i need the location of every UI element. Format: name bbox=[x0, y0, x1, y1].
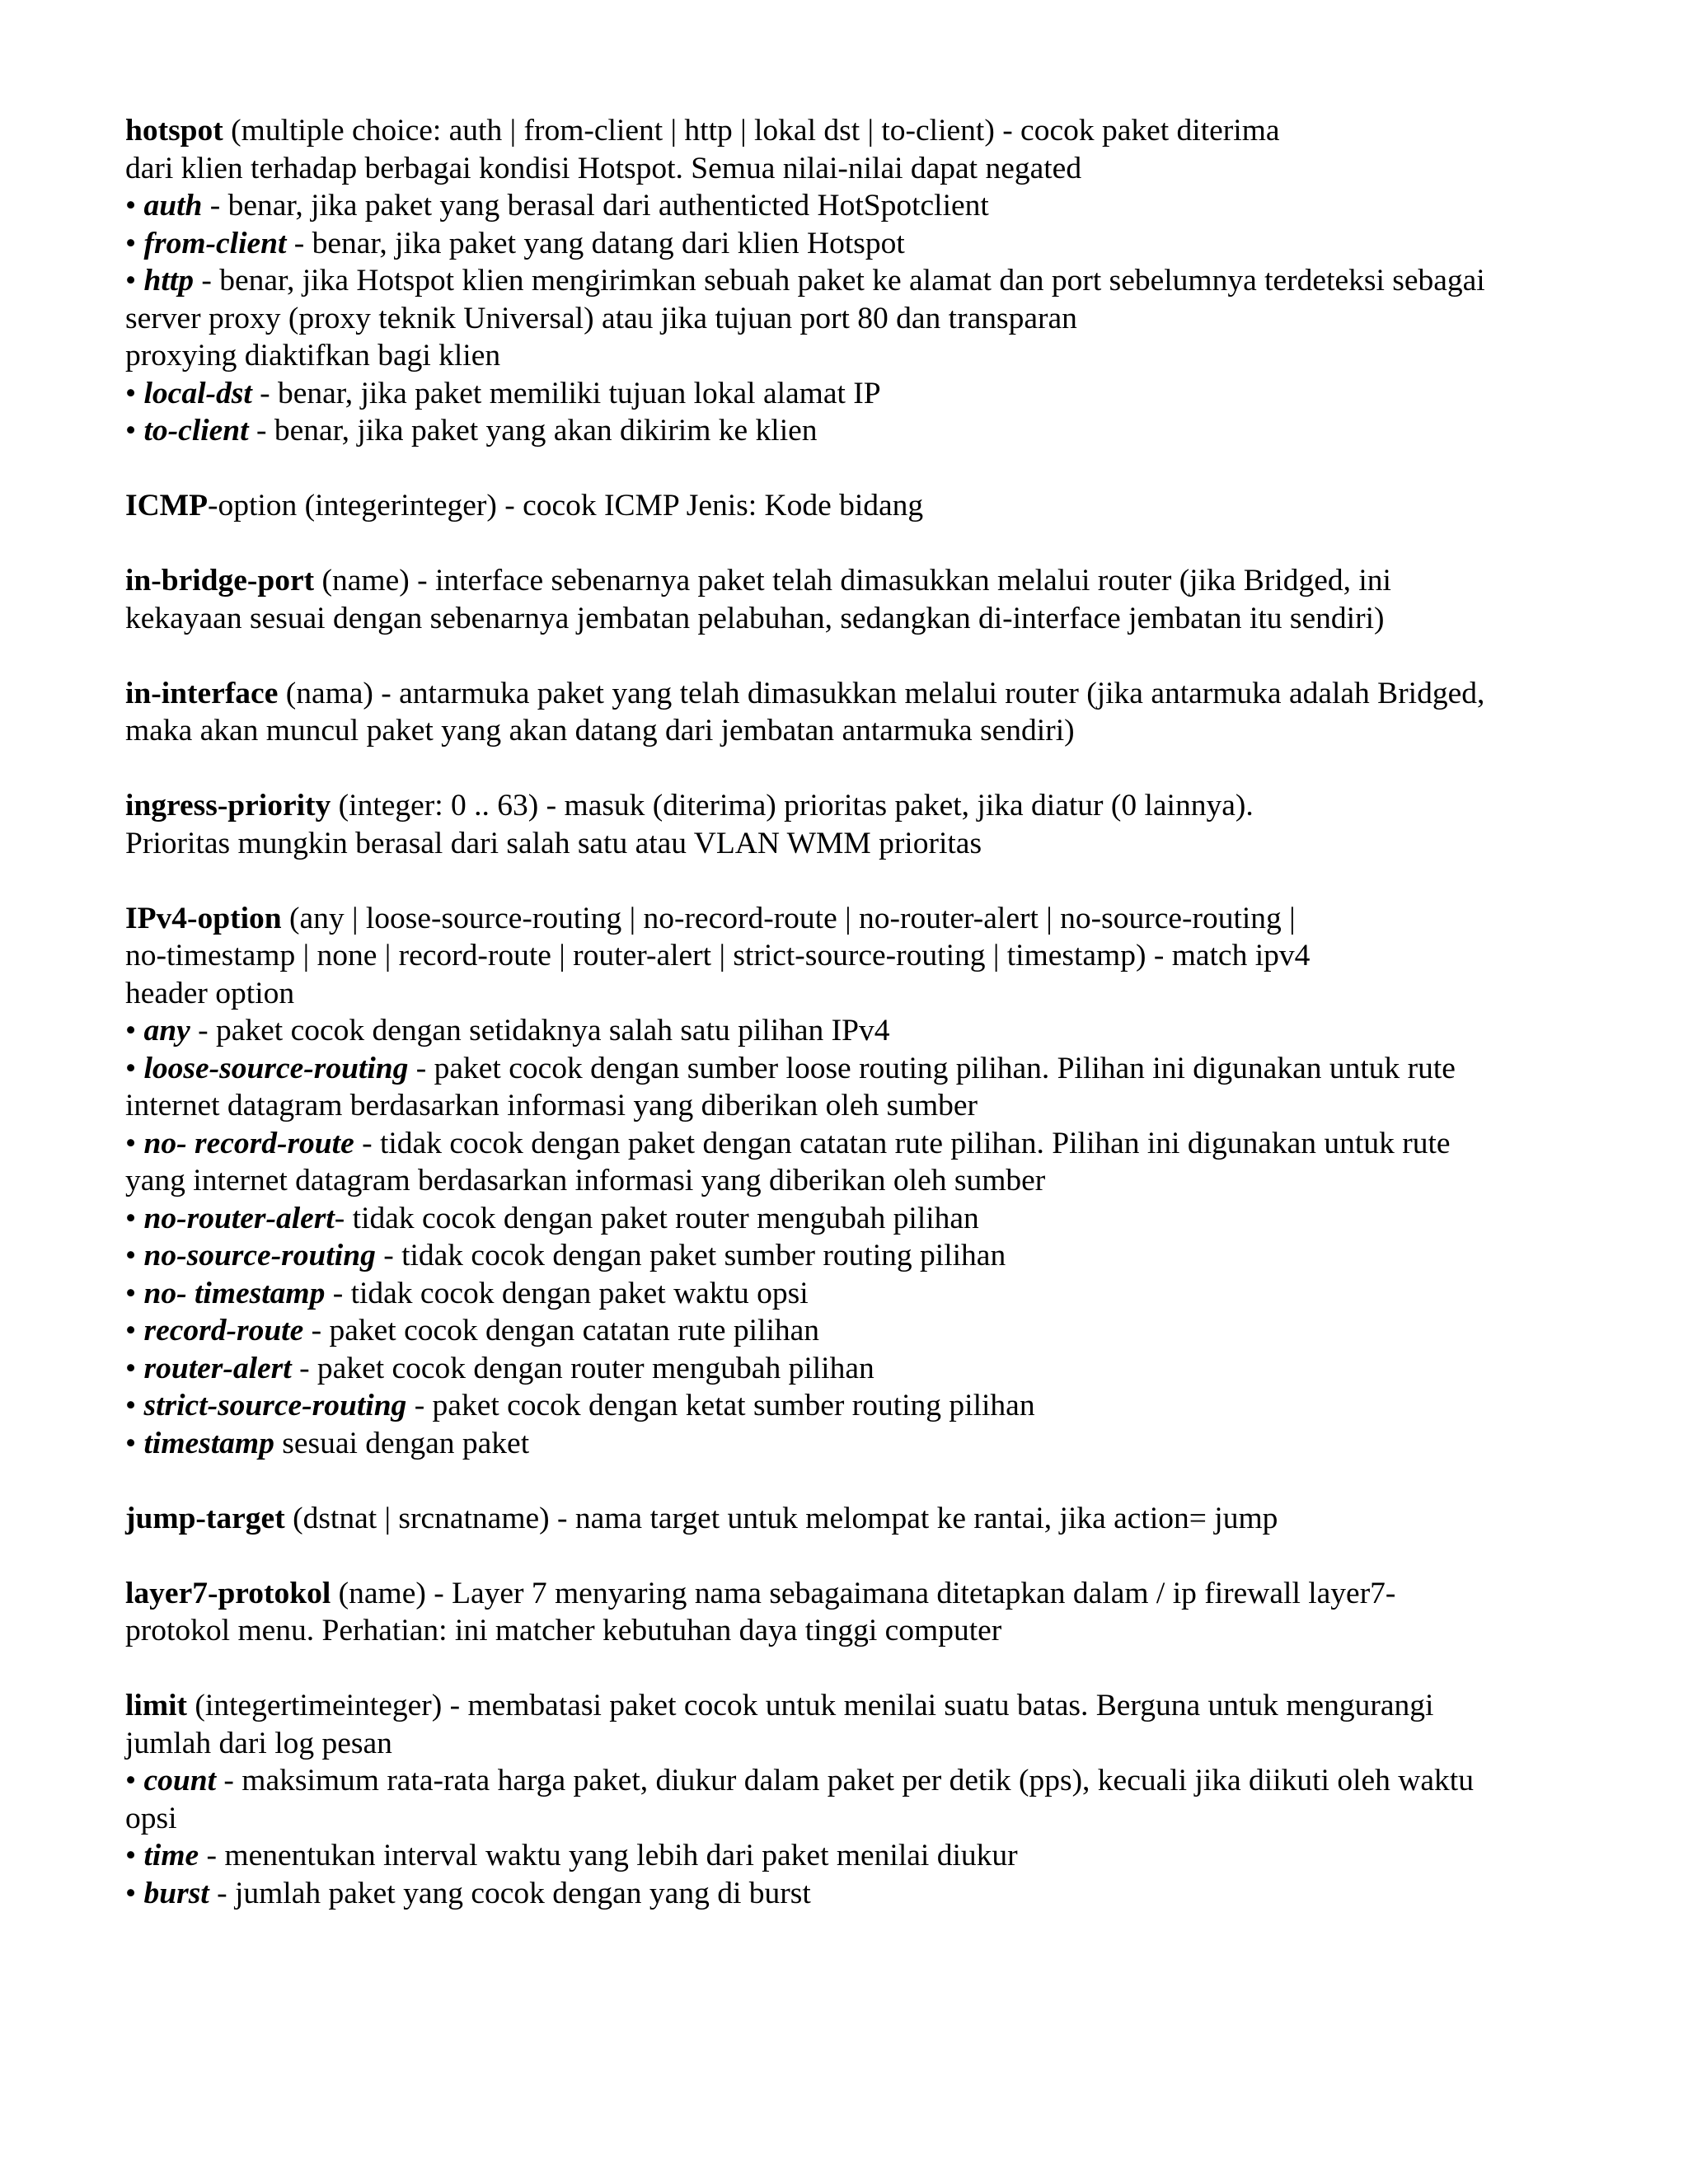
text-line bbox=[125, 1087, 1576, 1125]
text-run: protokol menu. Perhatian: ini matcher kebutuhan daya tinggi computer bbox=[125, 1614, 1002, 1647]
option-value-term: no-router-alert bbox=[143, 1201, 335, 1235]
blank-line bbox=[125, 525, 1576, 563]
option-term: IPv4-option bbox=[125, 901, 282, 935]
text-run: sesuai dengan paket bbox=[274, 1426, 530, 1460]
text-run: • bbox=[125, 264, 144, 298]
text-line bbox=[125, 600, 1576, 638]
text-run: - benar, jika paket yang datang dari klien Hotspot bbox=[286, 226, 905, 260]
option-value-term: local-dst bbox=[143, 376, 252, 410]
text-run: internet datagram berdasarkan informasi yang diberikan oleh sumber bbox=[125, 1089, 978, 1122]
text-line bbox=[125, 1500, 1576, 1538]
option-value-term: burst bbox=[143, 1876, 209, 1910]
option-value-term: router-alert bbox=[143, 1351, 292, 1385]
text-run: (dstnat | srcnatname) - nama target untuk melompat ke rantai, jika action= jump bbox=[284, 1501, 1278, 1535]
text-run: (nama) - antarmuka paket yang telah dimasukkan melalui router (jika antarmuka adalah Bridged, bbox=[278, 676, 1485, 710]
text-line bbox=[125, 1350, 1576, 1388]
text-line bbox=[125, 337, 1576, 375]
text-line bbox=[125, 150, 1576, 188]
text-line bbox=[125, 112, 1576, 150]
text-run: • bbox=[125, 1239, 144, 1272]
option-value-term: no- record-route bbox=[143, 1126, 354, 1160]
document-page bbox=[125, 112, 1576, 1912]
text-run: • bbox=[125, 1389, 144, 1422]
text-line bbox=[125, 412, 1576, 450]
text-run: • bbox=[125, 1201, 144, 1235]
text-run: - paket cocok dengan setidaknya salah satu pilihan IPv4 bbox=[190, 1014, 890, 1047]
text-line bbox=[125, 787, 1576, 825]
text-line bbox=[125, 300, 1576, 338]
text-run: - tidak cocok dengan paket sumber routing pilihan bbox=[375, 1239, 1006, 1272]
text-run: (multiple choice: auth | from-client | http | lokal dst | to-client) - cocok paket diterima bbox=[223, 114, 1280, 148]
text-line bbox=[125, 675, 1576, 713]
text-run: - tidak cocok dengan paket dengan catatan rute pilihan. Pilihan ini digunakan untuk rute bbox=[354, 1126, 1451, 1160]
text-line bbox=[125, 1387, 1576, 1425]
text-run: (integertimeinteger) - membatasi paket cocok untuk menilai suatu batas. Berguna untuk mengurangi bbox=[186, 1689, 1434, 1722]
option-term: in-interface bbox=[125, 676, 279, 710]
text-run: • bbox=[125, 414, 144, 448]
text-line bbox=[125, 1425, 1576, 1463]
text-line bbox=[125, 975, 1576, 1013]
text-line bbox=[125, 1237, 1576, 1275]
text-run: • bbox=[125, 1839, 144, 1872]
text-line bbox=[125, 487, 1576, 525]
text-run: • bbox=[125, 376, 144, 410]
text-line bbox=[125, 1200, 1576, 1238]
option-value-term: http bbox=[143, 264, 194, 298]
text-run: - paket cocok dengan catatan rute pilihan bbox=[303, 1314, 820, 1347]
text-run: Prioritas mungkin berasal dari salah satu atau VLAN WMM prioritas bbox=[125, 826, 982, 860]
text-run: (name) - Layer 7 menyaring nama sebagaimana ditetapkan dalam / ip firewall layer7- bbox=[331, 1576, 1396, 1610]
text-run: - benar, jika Hotspot klien mengirimkan sebuah paket ke alamat dan port sebelumnya terdeteksi sebagai bbox=[193, 264, 1485, 298]
text-line bbox=[125, 1575, 1576, 1613]
blank-line bbox=[125, 450, 1576, 488]
text-run: - benar, jika paket yang berasal dari authenticted HotSpotclient bbox=[202, 189, 989, 223]
option-value-term: no- timestamp bbox=[143, 1276, 326, 1310]
text-run: yang internet datagram berdasarkan informasi yang diberikan oleh sumber bbox=[125, 1164, 1046, 1197]
blank-line bbox=[125, 1537, 1576, 1575]
text-run: • bbox=[125, 1351, 144, 1385]
blank-line bbox=[125, 637, 1576, 675]
text-run: • bbox=[125, 1764, 144, 1797]
text-line bbox=[125, 1012, 1576, 1050]
text-line bbox=[125, 1162, 1576, 1200]
blank-line bbox=[125, 750, 1576, 788]
text-line bbox=[125, 825, 1576, 863]
text-line bbox=[125, 1275, 1576, 1313]
text-run: server proxy (proxy teknik Universal) atau jika tujuan port 80 dan transparan bbox=[125, 301, 1077, 335]
option-value-term: from-client bbox=[143, 226, 287, 260]
text-line bbox=[125, 900, 1576, 938]
option-value-term: no-source-routing bbox=[143, 1239, 376, 1272]
blank-line bbox=[125, 1650, 1576, 1688]
text-run: - maksimum rata-rata harga paket, diukur dalam paket per detik (pps), kecuali jika diikuti oleh waktu bbox=[216, 1764, 1474, 1797]
option-value-term: any bbox=[143, 1014, 190, 1047]
option-value-term: to-client bbox=[143, 414, 249, 448]
text-line bbox=[125, 187, 1576, 225]
text-line bbox=[125, 1312, 1576, 1350]
text-run: jumlah dari log pesan bbox=[125, 1726, 392, 1760]
text-line bbox=[125, 1612, 1576, 1650]
text-run: -option (integerinteger) - cocok ICMP Jenis: Kode bidang bbox=[207, 489, 924, 523]
option-value-term: time bbox=[143, 1839, 199, 1872]
text-run: - paket cocok dengan router mengubah pilihan bbox=[291, 1351, 874, 1385]
blank-line bbox=[125, 862, 1576, 900]
text-line bbox=[125, 712, 1576, 750]
text-run: - benar, jika paket yang akan dikirim ke klien bbox=[248, 414, 818, 448]
text-run: - menentukan interval waktu yang lebih dari paket menilai diukur bbox=[199, 1839, 1018, 1872]
text-run: - tidak cocok dengan paket router mengubah pilihan bbox=[334, 1201, 979, 1235]
text-run: • bbox=[125, 1426, 144, 1460]
text-run: no-timestamp | none | record-route | router-alert | strict-source-routing | timestamp) - match ipv4 bbox=[125, 939, 1311, 972]
text-line bbox=[125, 937, 1576, 975]
text-line bbox=[125, 1762, 1576, 1800]
text-run: • bbox=[125, 1051, 144, 1085]
text-line bbox=[125, 375, 1576, 413]
option-value-term: record-route bbox=[143, 1314, 304, 1347]
option-value-term: loose-source-routing bbox=[143, 1051, 409, 1085]
text-line bbox=[125, 1050, 1576, 1088]
text-line bbox=[125, 1687, 1576, 1725]
text-run: • bbox=[125, 226, 144, 260]
text-run: dari klien terhadap berbagai kondisi Hotspot. Semua nilai-nilai dapat negated bbox=[125, 151, 1082, 185]
text-run: • bbox=[125, 1314, 144, 1347]
text-run: - jumlah paket yang cocok dengan yang di burst bbox=[209, 1876, 811, 1910]
option-value-term: timestamp bbox=[143, 1426, 274, 1460]
text-run: opsi bbox=[125, 1801, 177, 1835]
text-run: • bbox=[125, 1014, 144, 1047]
text-run: kekayaan sesuai dengan sebenarnya jembatan pelabuhan, sedangkan di-interface jembatan itu sendiri) bbox=[125, 601, 1385, 635]
text-run: • bbox=[125, 1126, 144, 1160]
option-value-term: auth bbox=[143, 189, 203, 223]
option-term: ingress-priority bbox=[125, 789, 331, 823]
text-run: - tidak cocok dengan paket waktu opsi bbox=[325, 1276, 809, 1310]
text-run: (name) - interface sebenarnya paket telah dimasukkan melalui router (jika Bridged, ini bbox=[314, 564, 1391, 598]
text-line bbox=[125, 225, 1576, 263]
text-run: • bbox=[125, 189, 144, 223]
text-line bbox=[125, 262, 1576, 300]
text-line bbox=[125, 1800, 1576, 1838]
option-term: in-bridge-port bbox=[125, 564, 315, 598]
option-value-term: count bbox=[143, 1764, 217, 1797]
text-line bbox=[125, 1125, 1576, 1163]
text-run: (any | loose-source-routing | no-record-route | no-router-alert | no-source-routing | bbox=[281, 901, 1296, 935]
text-run: - benar, jika paket memiliki tujuan lokal alamat IP bbox=[251, 376, 881, 410]
text-line bbox=[125, 562, 1576, 600]
text-run: maka akan muncul paket yang akan datang dari jembatan antarmuka sendiri) bbox=[125, 714, 1075, 748]
text-line bbox=[125, 1725, 1576, 1763]
text-run: proxying diaktifkan bagi klien bbox=[125, 339, 501, 373]
text-line bbox=[125, 1837, 1576, 1875]
text-line bbox=[125, 1875, 1576, 1913]
option-term: limit bbox=[125, 1689, 187, 1722]
text-run: - paket cocok dengan sumber loose routing pilihan. Pilihan ini digunakan untuk rute bbox=[408, 1051, 1456, 1085]
option-value-term: strict-source-routing bbox=[143, 1389, 407, 1422]
text-run: (integer: 0 .. 63) - masuk (diterima) prioritas paket, jika diatur (0 lainnya). bbox=[331, 789, 1254, 823]
option-term: layer7-protokol bbox=[125, 1576, 331, 1610]
text-run: • bbox=[125, 1276, 144, 1310]
blank-line bbox=[125, 1462, 1576, 1500]
text-run: - paket cocok dengan ketat sumber routing pilihan bbox=[406, 1389, 1035, 1422]
option-term: hotspot bbox=[125, 114, 223, 148]
option-term: jump-target bbox=[125, 1501, 285, 1535]
text-run: header option bbox=[125, 976, 295, 1010]
option-term: ICMP bbox=[125, 489, 208, 523]
text-run: • bbox=[125, 1876, 144, 1910]
